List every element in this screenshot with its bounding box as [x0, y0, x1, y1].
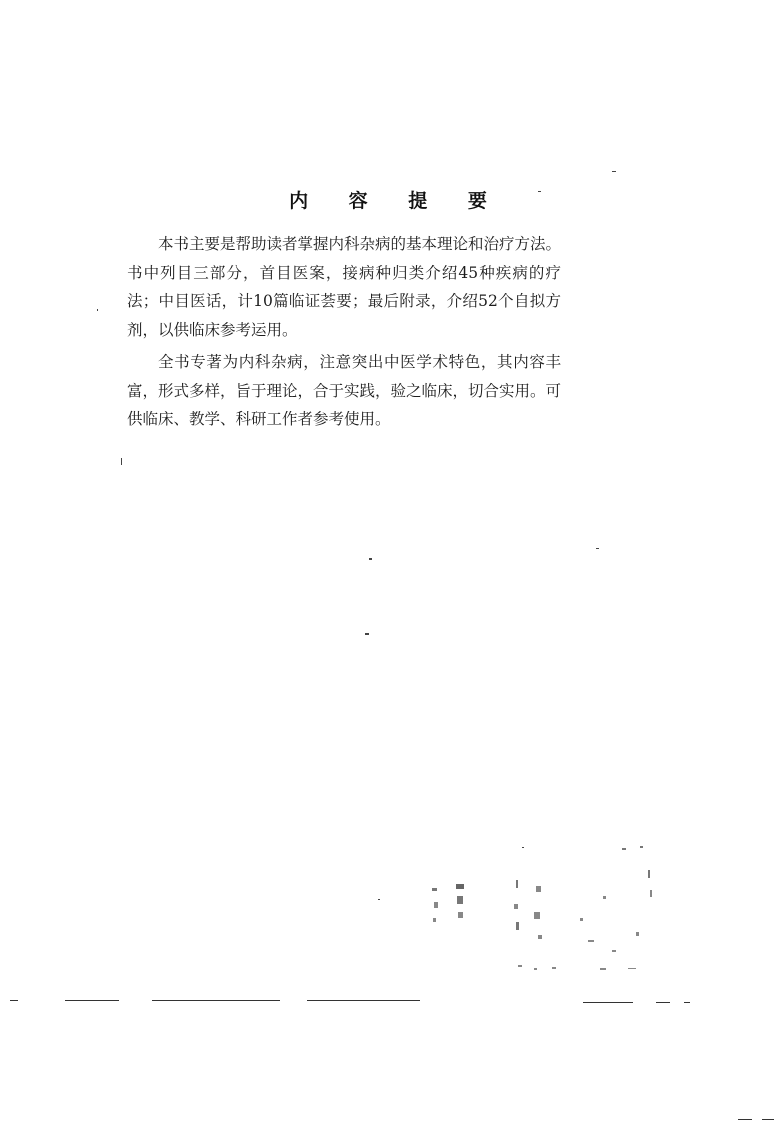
scan-line [762, 1119, 774, 1120]
scan-speck [516, 922, 519, 930]
scan-speck [434, 902, 438, 908]
scan-speck [612, 950, 616, 952]
scan-speck [534, 968, 537, 970]
scan-speck [640, 846, 643, 848]
scan-speck [365, 633, 369, 635]
scan-speck [514, 904, 518, 909]
scan-speck [458, 912, 463, 918]
scan-line [10, 1000, 18, 1001]
scan-speck [588, 940, 594, 942]
scan-line [583, 1002, 633, 1003]
scan-speck [516, 880, 518, 888]
summary-body [127, 230, 561, 438]
paragraph-1: 本书主要是帮助读者掌握内科杂病的基本理论和治疗方法。书中列目三部分，首目医案，接病种归类介绍45种疾病的疗法；中目医话，计10篇临证荟要；最后附录，介绍52个自拟方剂，以供临床参考运用。 [127, 235, 562, 339]
scan-line [307, 1000, 420, 1001]
scan-speck [622, 848, 626, 850]
scan-speck [538, 191, 541, 192]
scan-speck [536, 886, 541, 892]
scan-speck [650, 890, 652, 897]
scan-speck [628, 968, 636, 969]
scan-speck [456, 884, 464, 889]
scan-speck [522, 847, 524, 848]
scan-line [684, 1002, 690, 1003]
scan-line [152, 1000, 280, 1001]
scan-speck [580, 918, 583, 921]
scan-speck [518, 965, 522, 967]
scan-line [65, 1000, 119, 1001]
scan-speck [457, 896, 463, 904]
scan-speck [648, 870, 650, 878]
scan-speck [433, 918, 436, 922]
scan-speck [600, 968, 606, 970]
scan-line [656, 1002, 670, 1003]
scan-speck [612, 171, 616, 172]
scan-speck [636, 932, 639, 936]
scan-speck [538, 935, 542, 939]
scan-speck [596, 548, 599, 549]
scan-speck [552, 967, 556, 969]
scan-speck [432, 888, 437, 891]
scan-speck [121, 458, 122, 465]
paragraph-2: 全书专著为内科杂病，注意突出中医学术特色，其内容丰富，形式多样，旨于理论，合于实践，验之临床，切合实用。可供临床、教学、科研工作者参考使用。 [127, 353, 562, 428]
scan-line [738, 1119, 752, 1120]
scan-speck [534, 912, 540, 919]
scan-speck [603, 896, 606, 899]
scan-speck [378, 899, 380, 900]
scan-speck [97, 309, 98, 311]
page-title: 内 容 提 要 [289, 190, 504, 212]
scan-speck [369, 558, 372, 560]
